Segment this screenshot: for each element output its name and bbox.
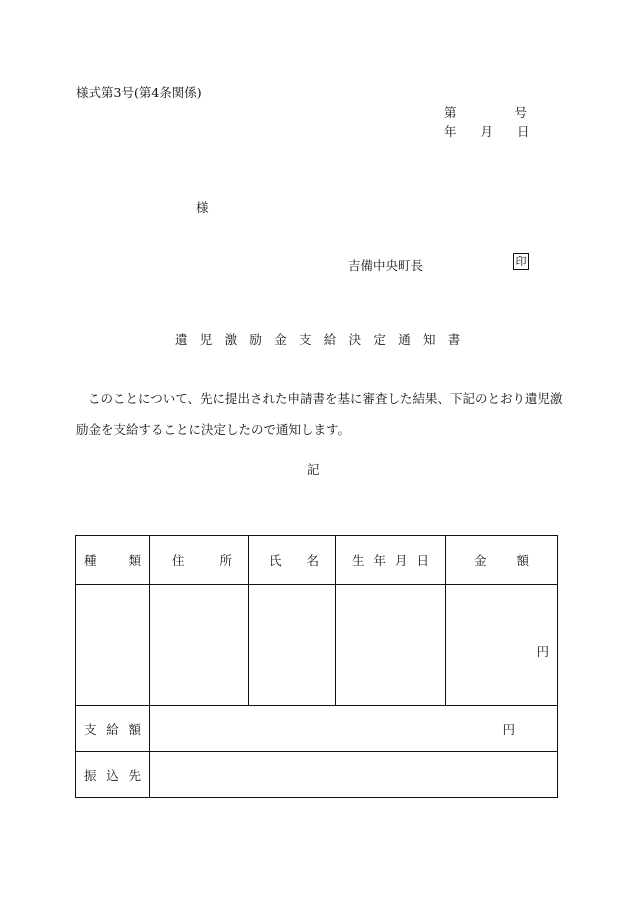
header-address-char: 住 [172, 553, 185, 568]
name-input-cell[interactable] [249, 585, 336, 706]
header-name-char: 名 [306, 553, 319, 568]
date-month: 月 [480, 124, 494, 139]
payment-label-char: 支 [84, 721, 97, 737]
header-amount [446, 536, 558, 585]
table-row [76, 585, 558, 706]
number-prefix: 第 [444, 105, 457, 120]
header-address-char: 所 [219, 553, 232, 568]
header-amount-char: 額 [516, 553, 530, 568]
ki-label: 記 [307, 462, 320, 477]
header-amount-char: 金 [473, 553, 487, 568]
form-number: 様式第3号(第4条関係) [76, 85, 202, 100]
document-date [444, 122, 530, 140]
date-day: 日 [517, 124, 530, 139]
type-input-cell[interactable] [76, 585, 150, 706]
header-name-char: 氏 [269, 553, 282, 568]
header-birth-char: 日 [416, 553, 429, 568]
date-year: 年 [444, 124, 457, 139]
payment-amount-cell[interactable] [150, 706, 558, 752]
bank-label-char: 先 [128, 767, 141, 783]
bank-account-cell[interactable] [150, 752, 558, 798]
amount-input-cell[interactable] [446, 585, 558, 706]
payment-unit: 円 [502, 721, 515, 737]
bank-label [76, 752, 150, 798]
issuer-name: 吉備中央町長 [348, 258, 424, 273]
recipient-honorific: 様 [196, 200, 209, 215]
header-type-char: 類 [128, 553, 141, 568]
award-table [75, 535, 558, 798]
payment-label-char: 額 [128, 721, 141, 737]
seal-mark: 印 [513, 253, 529, 270]
header-birthdate [336, 536, 446, 585]
body-paragraph [76, 383, 566, 445]
payment-label [76, 706, 150, 752]
table-header-row [76, 536, 558, 585]
address-input-cell[interactable] [150, 585, 249, 706]
document-number [444, 103, 527, 121]
document-title: 遺児激励金支給決定通知書 [175, 332, 473, 347]
number-suffix: 号 [514, 105, 528, 120]
header-birth-char: 生 [352, 553, 365, 568]
body-paragraph-text: このことについて、先に提出された申請書を基に審査した結果、下記のとおり遺児激励金を支給することに決定したので通知します。 [76, 391, 563, 437]
header-address [150, 536, 249, 585]
birthdate-input-cell[interactable] [336, 585, 446, 706]
bank-label-char: 振 [84, 767, 97, 783]
payment-row [76, 706, 558, 752]
amount-unit: 円 [536, 644, 549, 659]
header-name [249, 536, 336, 585]
payment-label-char: 給 [106, 721, 119, 737]
header-birth-char: 年 [373, 553, 386, 568]
header-birth-char: 月 [394, 553, 408, 568]
header-type-char: 種 [84, 553, 97, 568]
bank-label-char: 込 [106, 767, 119, 783]
bank-row [76, 752, 558, 798]
header-type [76, 536, 150, 585]
